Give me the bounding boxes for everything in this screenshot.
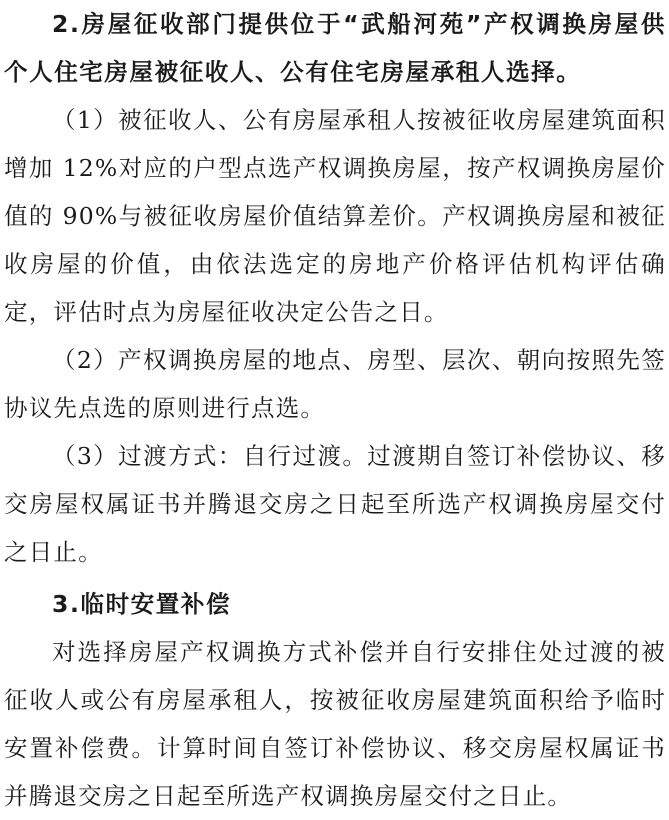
section-3-body-paragraph: 对选择房屋产权调换方式补偿并自行安排住处过渡的被征收人或公有房屋承租人，按被征收房屋建筑面积给予临时安置补偿费。计算时间自签订补偿协议、移交房屋权属证书并腾退交房之日起至所选产权调换房屋交付之日止。 [4,638,666,810]
section-3-heading: 3.临时安置补偿 [52,590,232,618]
item-1-paragraph: （1）被征收人、公有房屋承租人按被征收房屋建筑面积增加 12%对应的户型点选产权调换房屋，按产权调换房屋价值的 90%与被征收房屋价值结算差价。产权调换房屋和被征收房屋的价值，由依法选定的房地产价格评估机构评估确定，评估时点为房屋征收决定公告之日。 [4,106,666,326]
item-2-paragraph: （2）产权调换房屋的地点、房型、层次、朝向按照先签协议先点选的原则进行点选。 [4,346,666,422]
document-page [4,0,666,820]
item-3-paragraph: （3）过渡方式：自行过渡。过渡期自签订补偿协议、移交房屋权属证书并腾退交房之日起至所选产权调换房屋交付之日止。 [4,442,666,566]
section-2-heading: 2.房屋征收部门提供位于“武船河苑”产权调换房屋供个人住宅房屋被征收人、公有住宅房屋承租人选择。 [4,10,666,86]
